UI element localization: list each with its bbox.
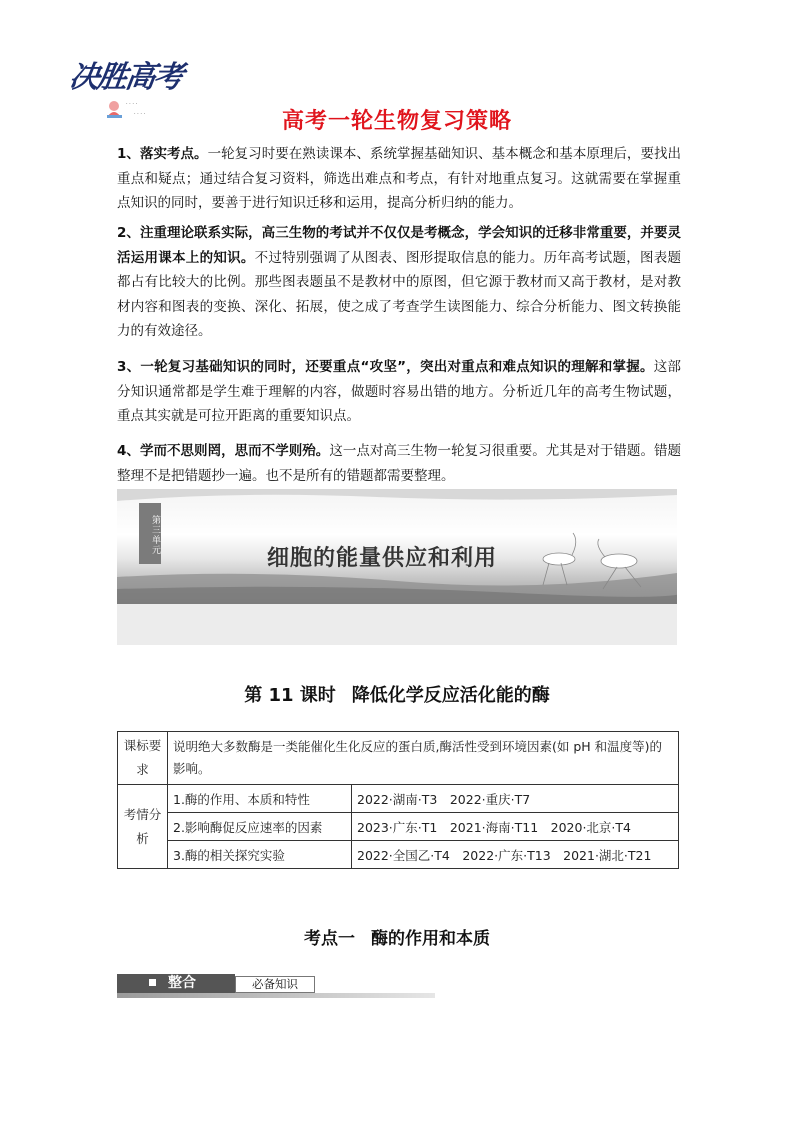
kaodian-title xyxy=(0,924,794,949)
paragraph-lead: 2、注重理论联系实际，高三生物的考试并不仅仅是考概念，学会知识的迁移非常重要，并要灵活运用课本上的知识。 xyxy=(117,225,681,266)
row-header-analysis: 考情分析 xyxy=(118,785,168,869)
section-bar-main xyxy=(117,974,235,993)
table-row xyxy=(118,813,679,841)
strategy-paragraph-2 xyxy=(117,221,681,344)
section-main-label: 整合 xyxy=(168,975,196,991)
svg-text:· · · ·: · · · · xyxy=(126,101,138,107)
section-sub-label: 必备知识 xyxy=(235,976,315,993)
lesson-title xyxy=(0,681,794,707)
strategy-paragraph-1 xyxy=(117,142,681,216)
curriculum-table xyxy=(117,731,679,869)
page-title: 高考一轮生物复习策略 xyxy=(281,109,512,134)
section-bar xyxy=(117,974,435,998)
exam-refs-cell: 2022·湖南·T3 2022·重庆·T7 xyxy=(352,785,679,813)
paragraph-body: 这部分知识通常都是学生难于理解的内容，做题时容易出错的地方。分析近几年的高考生物试题，重点其实就是可拉开距离的重要知识点。 xyxy=(117,359,682,425)
paragraph-body: 这一点对高三生物一轮复习很重要。尤其是对于错题。错题整理不是把错题抄一遍。也不是所有的错题都需要整理。 xyxy=(117,443,681,484)
paragraph-lead: 4、学而不思则罔，思而不学则殆。 xyxy=(117,443,330,459)
table-row xyxy=(118,732,679,785)
unit-tag: 第三单元 xyxy=(139,503,161,564)
kaodian-name: 酶的作用和本质 xyxy=(371,929,490,949)
unit-banner xyxy=(117,489,677,645)
lesson-number: 第 11 课时 xyxy=(244,685,336,706)
topic-cell: 2.影响酶促反应速率的因素 xyxy=(168,813,352,841)
paragraph-body: 一轮复习时要在熟读课本、系统掌握基础知识、基本概念和基本原理后，要找出重点和疑点；通过结合复习资料，筛选出难点和考点，有针对地重点复习。这就需要在掌握重点知识的同时，要善于进行知识迁移和运用，提高分析归纳的能力。 xyxy=(117,146,681,212)
table-row xyxy=(118,785,679,813)
exam-refs-cell: 2022·全国乙·T4 2022·广东·T13 2021·湖北·T21 xyxy=(352,841,679,869)
table-row xyxy=(118,841,679,869)
banner-base xyxy=(117,604,677,645)
row-header-requirements: 课标要求 xyxy=(118,732,168,785)
paragraph-body: 不过特别强调了从图表、图形提取信息的能力。历年高考试题，图表题都占有比较大的比例。那些图表题虽不是教材中的原图，但它源于教材而又高于教材，是对教材内容和图表的变换、深化、拓展，使之成了考查学生读图能力、综合分析能力、图文转换能力的有效途径。 xyxy=(117,249,681,340)
kaodian-number: 考点一 xyxy=(304,929,355,949)
topic-cell: 3.酶的相关探究实验 xyxy=(168,841,352,869)
section-bar-underline xyxy=(117,993,435,998)
lesson-name: 降低化学反应活化能的酶 xyxy=(351,685,550,706)
paragraph-lead: 1、落实考点。 xyxy=(117,146,208,162)
paragraph-lead: 3、一轮复习基础知识的同时，还要重点“攻坚”，突出对重点和难点知识的理解和掌握。 xyxy=(117,359,654,375)
square-bullet-icon xyxy=(149,979,156,986)
requirements-text: 说明绝大多数酶是一类能催化生化反应的蛋白质,酶活性受到环境因素(如 pH 和温度等)的影响。 xyxy=(168,732,679,785)
unit-title: 细胞的能量供应和利用 xyxy=(267,546,498,571)
svg-text:· · · ·: · · · · xyxy=(134,111,146,117)
topic-cell: 1.酶的作用、本质和特性 xyxy=(168,785,352,813)
strategy-paragraph-3 xyxy=(117,355,681,429)
logo-text: 决胜高考 xyxy=(67,60,184,95)
exam-refs-cell: 2023·广东·T1 2021·海南·T11 2020·北京·T4 xyxy=(352,813,679,841)
strategy-paragraph-4 xyxy=(117,439,681,488)
